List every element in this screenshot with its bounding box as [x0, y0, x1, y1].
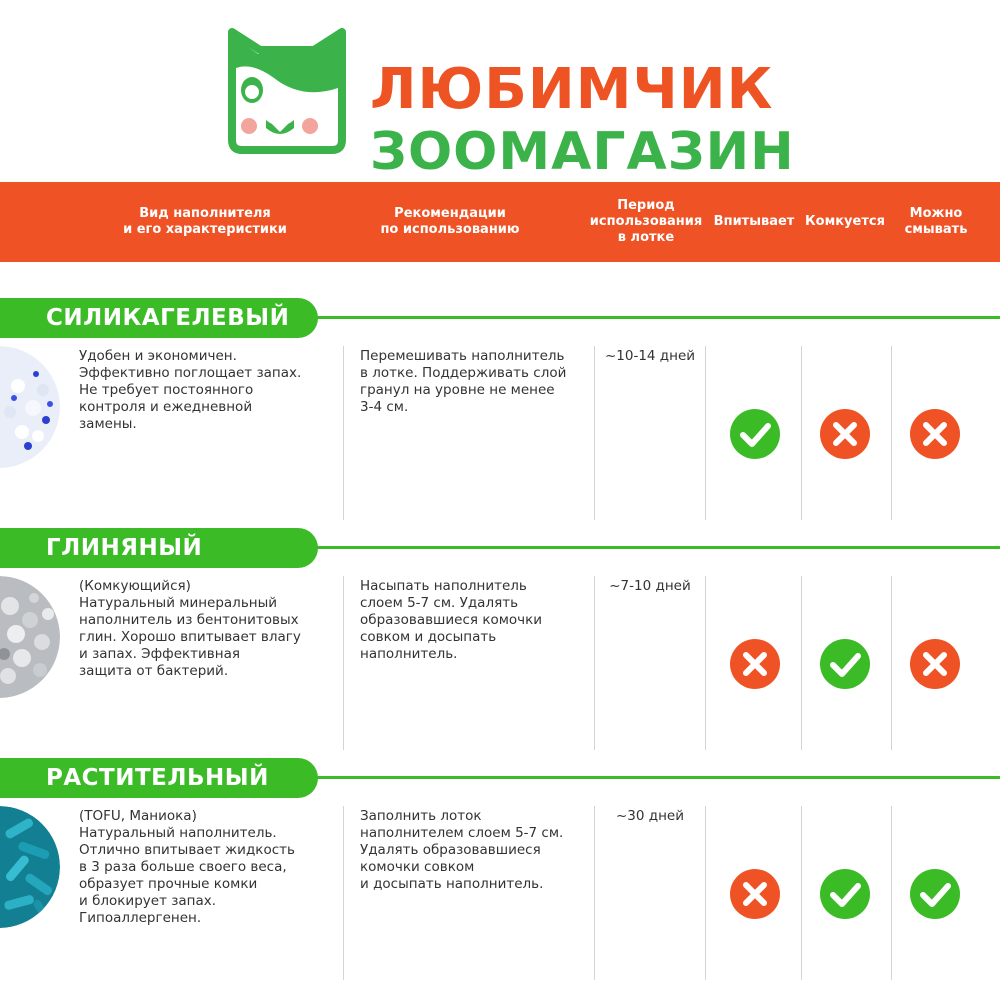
column-divider [705, 806, 706, 980]
brand-subtitle: ЗООМАГАЗИН [370, 122, 795, 182]
column-divider [891, 346, 892, 520]
usage-period: ~7-10 дней [609, 578, 691, 594]
section-divider [300, 546, 1000, 549]
filler-description: (TOFU, Маниока) Натуральный наполнитель. Отлично впитывает жидкость в 3 раза больше своего веса, образует прочные комки и блокирует запах. Гипоаллергенен. [79, 808, 295, 926]
check-icon [819, 868, 871, 920]
silica-gel-image [0, 346, 60, 468]
header-clumps: Комкуется [805, 214, 885, 229]
column-divider [801, 346, 802, 520]
header-recommendations: Рекомендации по использованию [380, 206, 520, 237]
filler-description: Удобен и экономичен. Эффективно поглощает запах. Не требует постоянного контроля и ежедневной замены. [79, 348, 302, 432]
usage-period: ~10-14 дней [604, 348, 696, 364]
clay-granules-image [0, 576, 60, 698]
brand-logo [222, 28, 795, 182]
cross-icon [909, 638, 961, 690]
column-divider [705, 576, 706, 750]
cat-face-icon [222, 28, 352, 156]
usage-recommendation: Заполнить лоток наполнителем слоем 5-7 см. Удалять образовавшиеся комочки совком и досыпать наполнитель. [360, 808, 564, 892]
column-divider [891, 576, 892, 750]
cross-icon [729, 868, 781, 920]
column-divider [801, 576, 802, 750]
brand-title: ЛЮБИМЧИК [370, 57, 774, 122]
usage-recommendation: Перемешивать наполнитель в лотке. Поддерживать слой гранул на уровне не менее 3-4 см. [360, 348, 567, 415]
header-period: Период использования в лотке [589, 198, 703, 245]
cross-icon [819, 408, 871, 460]
column-divider [594, 806, 595, 980]
column-divider [343, 806, 344, 980]
section-title: ГЛИНЯНЫЙ [0, 528, 318, 568]
cross-icon [729, 638, 781, 690]
table-header [0, 182, 1000, 262]
check-icon [909, 868, 961, 920]
header-flushable: Можно смывать [904, 206, 968, 237]
column-divider [801, 806, 802, 980]
usage-recommendation: Насыпать наполнитель слоем 5-7 см. Удалять образовавшиеся комочки совком и досыпать наполнитель. [360, 578, 543, 662]
tofu-pellets-image [0, 806, 60, 928]
header-filler-type: Вид наполнителя и его характеристики [123, 206, 287, 237]
column-divider [891, 806, 892, 980]
column-divider [343, 576, 344, 750]
column-divider [343, 346, 344, 520]
usage-period: ~30 дней [615, 808, 685, 824]
check-icon [729, 408, 781, 460]
section-title: РАСТИТЕЛЬНЫЙ [0, 758, 318, 798]
check-icon [819, 638, 871, 690]
cross-icon [909, 408, 961, 460]
section-divider [300, 776, 1000, 779]
column-divider [705, 346, 706, 520]
section-divider [300, 316, 1000, 319]
header-absorbs: Впитывает [713, 214, 795, 229]
column-divider [594, 346, 595, 520]
column-divider [594, 576, 595, 750]
section-title: СИЛИКАГЕЛЕВЫЙ [0, 298, 318, 338]
filler-description: (Комкующийся) Натуральный минеральный наполнитель из бентонитовых глин. Хорошо впитывает влагу и запах. Эффективная защита от бактерий. [79, 578, 301, 679]
